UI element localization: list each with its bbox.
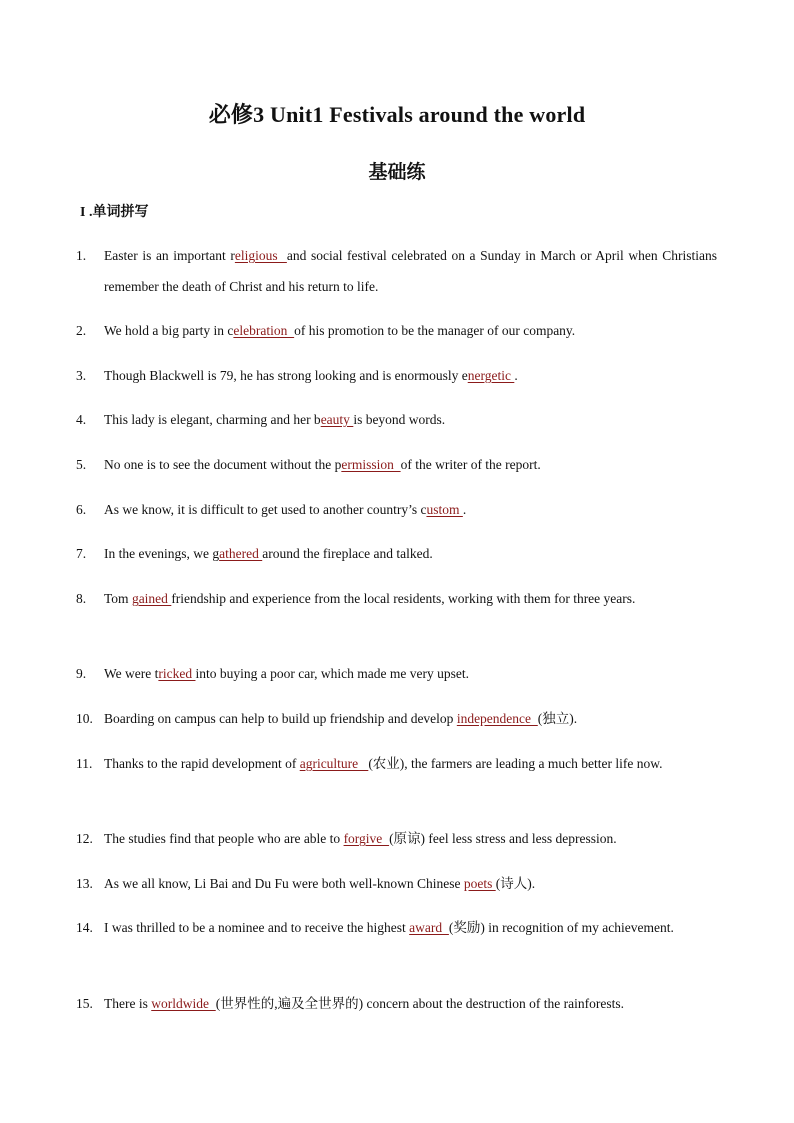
- sentence-after-answer: of the writer of the report.: [400, 457, 541, 472]
- sentence-after-answer: of his promotion to be the manager of our company.: [294, 323, 576, 338]
- answer-blank: poets: [463, 876, 496, 891]
- item-number: 4.: [76, 412, 87, 427]
- page-title: 必修3 Unit1 Festivals around the world: [208, 102, 586, 127]
- item-text: [104, 315, 717, 346]
- exercise-item-14: [76, 912, 717, 943]
- answer-blank: independence: [456, 711, 538, 726]
- answer-blank: eauty: [320, 412, 354, 427]
- exercise-item-8: [76, 583, 717, 614]
- item-number: 8.: [76, 591, 87, 606]
- sentence-after-answer: and social festival celebrated on a Sunday in March or April when Christians remember the death of Christ and his return to life.: [104, 248, 718, 294]
- item-text: [104, 240, 717, 302]
- item-number: 7.: [76, 546, 87, 561]
- sentence-after-answer: (独立).: [537, 711, 578, 726]
- answer-blank: athered: [219, 546, 263, 561]
- sentence-after-answer: (诗人).: [495, 876, 536, 891]
- sentence-after-answer: around the fireplace and talked.: [262, 546, 433, 561]
- item-text: [104, 748, 717, 779]
- item-number: 9.: [76, 666, 87, 681]
- answer-blank: gained: [131, 591, 172, 606]
- exercise-item-15: [76, 988, 717, 1019]
- item-text: [104, 823, 717, 854]
- sentence-before-answer: We were t: [104, 666, 159, 681]
- item-text: [104, 404, 717, 435]
- item-number: 14.: [76, 920, 93, 935]
- sentence-before-answer: No one is to see the document without the p: [104, 457, 342, 472]
- item-number: 1.: [76, 248, 87, 263]
- sentence-after-answer: .: [462, 502, 467, 517]
- sentence-before-answer: Though Blackwell is 79, he has strong looking and is enormously e: [104, 368, 468, 383]
- item-text: [104, 658, 717, 689]
- item-number: 13.: [76, 876, 93, 891]
- item-number: 10.: [76, 711, 93, 726]
- sentence-after-answer: friendship and experience from the local residents, working with them for three years.: [171, 591, 636, 606]
- sentence-after-answer: is beyond words.: [353, 412, 446, 427]
- exercise-item-4: [76, 404, 717, 435]
- item-number: 11.: [76, 756, 93, 771]
- item-text: [104, 988, 717, 1019]
- exercise-item-11: [76, 748, 717, 779]
- sentence-after-answer: (奖励) in recognition of my achievement.: [448, 920, 674, 935]
- sentence-before-answer: Thanks to the rapid development of: [104, 756, 300, 771]
- sentence-after-answer: (原谅) feel less stress and less depression.: [389, 831, 617, 846]
- item-number: 12.: [76, 831, 93, 846]
- sentence-before-answer: The studies find that people who are able to: [104, 831, 344, 846]
- exercise-item-1: [76, 240, 717, 302]
- exercise-item-2: [76, 315, 717, 346]
- item-text: [104, 912, 717, 943]
- sentence-before-answer: Easter is an important r: [104, 248, 235, 263]
- exercise-item-6: [76, 494, 717, 525]
- exercise-item-12: [76, 823, 717, 854]
- item-number: 6.: [76, 502, 87, 517]
- sentence-before-answer: We hold a big party in c: [104, 323, 234, 338]
- answer-blank: ricked: [158, 666, 196, 681]
- item-number: 2.: [76, 323, 87, 338]
- sentence-before-answer: In the evenings, we g: [104, 546, 220, 561]
- exercise-item-3: [76, 360, 717, 391]
- exercise-item-9: [76, 658, 717, 689]
- sentence-after-answer: .: [514, 368, 518, 383]
- sentence-before-answer: Tom: [104, 591, 132, 606]
- item-text: [104, 494, 717, 525]
- item-number: 15.: [76, 996, 93, 1011]
- answer-blank: forgive: [343, 831, 390, 846]
- exercise-item-13: [76, 868, 717, 899]
- answer-blank: worldwide: [151, 996, 216, 1011]
- exercise-item-10: [76, 703, 717, 734]
- sentence-before-answer: Boarding on campus can help to build up friendship and develop: [104, 711, 457, 726]
- item-number: 3.: [76, 368, 87, 383]
- item-text: [104, 583, 717, 614]
- answer-blank: award: [409, 920, 449, 935]
- sentence-before-answer: There is: [104, 996, 152, 1011]
- item-text: [104, 868, 717, 899]
- answer-blank: ustom: [426, 502, 463, 517]
- section-heading: I .单词拼写: [80, 205, 149, 220]
- exercise-item-5: [76, 449, 717, 480]
- sentence-after-answer: (农业), the farmers are leading a much better life now.: [368, 756, 663, 771]
- item-text: [104, 449, 717, 480]
- item-text: [104, 703, 717, 734]
- answer-blank: agriculture: [299, 756, 369, 771]
- sentence-after-answer: into buying a poor car, which made me very upset.: [195, 666, 470, 681]
- sentence-before-answer: As we know, it is difficult to get used to another country’s c: [104, 502, 427, 517]
- item-text: [104, 538, 717, 569]
- page-subtitle: 基础练: [368, 162, 426, 183]
- sentence-before-answer: I was thrilled to be a nominee and to receive the highest: [104, 920, 410, 935]
- item-number: 5.: [76, 457, 87, 472]
- exercise-item-7: [76, 538, 717, 569]
- answer-blank: nergetic: [467, 368, 515, 383]
- item-text: [104, 360, 717, 391]
- sentence-before-answer: As we all know, Li Bai and Du Fu were both well-known Chinese: [104, 876, 464, 891]
- answer-blank: ermission: [341, 457, 401, 472]
- answer-blank: elebration: [233, 323, 295, 338]
- answer-blank: eligious: [234, 248, 287, 263]
- sentence-before-answer: This lady is elegant, charming and her b: [104, 412, 321, 427]
- sentence-after-answer: (世界性的,遍及全世界的) concern about the destruction of the rainforests.: [215, 996, 625, 1011]
